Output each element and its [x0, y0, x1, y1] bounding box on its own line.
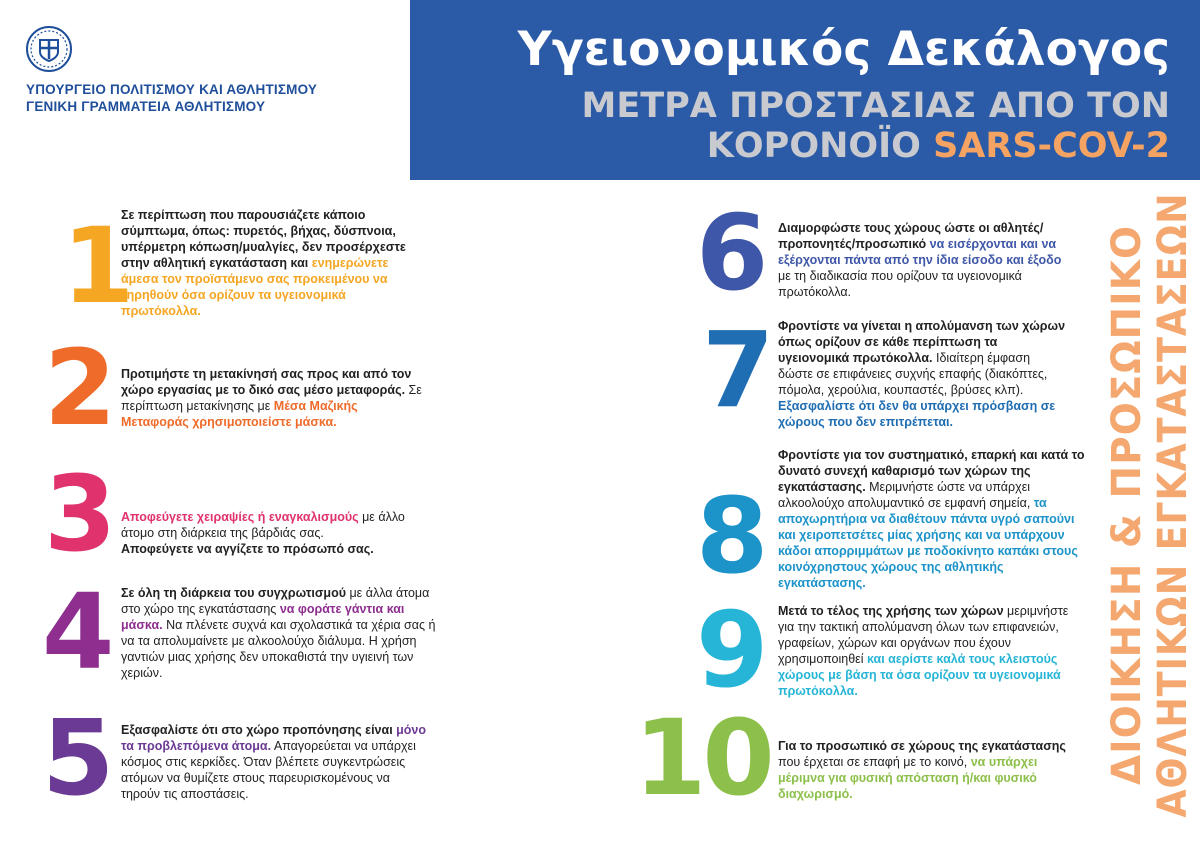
- side-title-line-1: ΔΙΟΙΚΗΣΗ & ΠΡΟΣΩΠΙΚΟ: [1104, 210, 1150, 785]
- rule-10-highlight: να υπάρχει μέριμνα για φυσική απόσταση ή/και φυσικό διαχωρισμό.: [778, 755, 1038, 801]
- rule-6-part-c: με τη διαδικασία που ορίζουν τα υγειονομικά πρωτόκολλα.: [778, 269, 1022, 299]
- rule-text-5: [121, 722, 426, 802]
- header-banner: [410, 0, 1200, 180]
- subtitle-accent: SARS-COV-2: [933, 126, 1170, 166]
- rule-9-highlight: και αερίστε καλά τους κλειστούς χώρους με βάση τα όσα ορίζουν τα υγειονομικά πρωτόκολλα.: [778, 652, 1061, 698]
- rule-number-6: 6: [696, 192, 769, 314]
- rule-8-highlight: τα αποχωρητήρια να διαθέτουν πάντα υγρό σαπούνι και χειροπετσέτες μίας χρήσης και να υπάρχουν κάδοι απορριμμάτων με ποδοκίνητο καπάκι στους κοινόχρηστους χώρους της αθλητικής εγκατάστασης.: [778, 496, 1078, 590]
- rule-6-part-a: Διαμορφώστε τους χώρους ώστε οι αθλητές/προπονητές/προσωπικό: [778, 221, 1044, 251]
- rule-number-5: 5: [42, 697, 115, 819]
- ministry-name: [26, 81, 317, 115]
- rule-text-6: [778, 220, 1068, 300]
- rule-7-part-a: Φροντίστε να γίνεται η απολύμανση των χώρων όπως ορίζουν σε κάθε περίπτωση τα υγειονομικά πρωτόκολλα.: [778, 319, 1066, 365]
- rule-text-8: [778, 447, 1088, 591]
- rule-1-highlight: ενημερώνετε άμεσα τον προϊστάμενο σας προκειμένου να τηρηθούν όσα ορίζουν τα υγειονομικά πρωτόκολλα.: [121, 256, 389, 318]
- rule-9-part-a: Μετά το τέλος της χρήσης των χώρων: [778, 604, 1004, 618]
- rule-3-part-b: με άλλο άτομο στη διάρκεια της βάρδιάς σας.: [121, 510, 405, 540]
- subtitle-line-2: [582, 126, 1170, 166]
- rule-number-8: 8: [696, 475, 769, 597]
- rule-text-10: [778, 738, 1078, 802]
- rule-number-10: 10: [634, 697, 771, 819]
- rule-2-highlight: Μέσα Μαζικής Μεταφοράς χρησιμοποιείστε μάσκα.: [121, 399, 358, 429]
- ministry-line-1: ΥΠΟΥΡΓΕΙΟ ΠΟΛΙΤΙΣΜΟΥ ΚΑΙ ΑΘΛΗΤΙΣΜΟΥ: [26, 82, 318, 97]
- rule-number-4: 4: [42, 571, 115, 693]
- ministry-line-2: ΓΕΝΙΚΗ ΓΡΑΜΜΑΤΕΙΑ ΑΘΛΗΤΙΣΜΟΥ: [26, 99, 266, 114]
- rule-2-part-a: Προτιμήστε τη μετακίνησή σας προς και από τον χώρο εργασίας με το δικό σας μέσο μεταφοράς.: [121, 367, 412, 397]
- rule-number-1: 1: [62, 205, 135, 327]
- rule-7-part-b: Ιδιαίτερη έμφαση δώστε σε επιφάνειες συχνής επαφής (διακόπτες, πόμολα, χερούλια, κουπαστές, βρύσες κλπ).: [778, 351, 1048, 397]
- rule-4-part-b: με άλλα άτομα στο χώρο της εγκατάστασης: [121, 586, 430, 616]
- rule-number-9: 9: [696, 589, 769, 711]
- rule-4-part-d: Να πλένετε συχνά και σχολαστικά τα χέρια σας ή να τα απολυμαίνετε με αλκοολούχο διάλυμα. Η χρήση γαντιών μιας χρήσης δεν υποκαθιστά την υγιεινή των χεριών.: [121, 618, 436, 680]
- rule-text-9: [778, 603, 1078, 699]
- rule-text-4: [121, 585, 446, 681]
- subtitle-line-2-pre: ΚΟΡΟΝΟΪΟ: [706, 126, 934, 166]
- side-title-line-2: ΑΘΛΗΤΙΚΩΝ ΕΓΚΑΤΑΣΤΑΣΕΩΝ: [1150, 180, 1196, 818]
- rule-4-part-a: Σε όλη τη διάρκεια του συγχρωτισμού: [121, 586, 346, 600]
- rule-5-part-c: Απαγορεύεται να υπάρχει κόσμος στις κερκίδες. Όταν βλέπετε συγκεντρώσεις ατόμων να θυμίζετε στους παρευρισκομένους να τηρούν τις αποστάσεις.: [121, 739, 416, 801]
- rule-10-part-b: που έρχεται σε επαφή με το κοινό,: [778, 755, 971, 769]
- rule-8-part-a: Φροντίστε για τον συστηματικό, επαρκή και κατά το δυνατό συνεχή καθαρισμό των χώρων της εγκατάστασης.: [778, 448, 1085, 494]
- rule-3-part-c: Αποφεύγετε να αγγίζετε το πρόσωπό σας.: [121, 542, 374, 556]
- rule-1-part-a: Σε περίπτωση που παρουσιάζετε κάποιο σύμπτωμα, όπως: πυρετός, βήχας, δύσπνοια, υπέρμετρη κόπωση/μυαλγίες, δεν προσέρχεστε στην αθλητική εγκατάσταση και: [121, 208, 406, 270]
- rule-7-highlight: Εξασφαλίστε ότι δεν θα υπάρχει πρόσβαση σε χώρους που δεν επιτρέπεται.: [778, 399, 1056, 429]
- rule-number-2: 2: [44, 327, 117, 449]
- rule-3-highlight: Αποφεύγετε χειραψίες ή εναγκαλισμούς: [121, 510, 359, 524]
- greek-emblem-icon: [24, 24, 74, 74]
- rule-text-2: [121, 366, 426, 430]
- rule-text-7: [778, 318, 1068, 430]
- subtitle-line-1: ΜΕΤΡΑ ΠΡΟΣΤΑΣΙΑΣ ΑΠΟ ΤΟΝ: [581, 86, 1170, 126]
- rule-text-3: [121, 509, 411, 557]
- rule-6-highlight: να εισέρχονται και να εξέρχονται πάντα από την ίδια είσοδο και έξοδο: [778, 237, 1062, 267]
- rule-2-part-b: Σε περίπτωση μετακίνησης με: [121, 383, 422, 413]
- page-subtitle: [582, 86, 1170, 166]
- rule-text-1: [121, 207, 411, 319]
- side-vertical-title: [1100, 180, 1200, 830]
- rule-number-7: 7: [702, 309, 775, 431]
- rule-10-part-a: Για το προσωπικό σε χώρους της εγκατάστασης: [778, 739, 1066, 753]
- rule-5-part-a: Εξασφαλίστε ότι στο χώρο προπόνησης είναι: [121, 723, 397, 737]
- rule-number-3: 3: [44, 453, 117, 575]
- rule-4-highlight: να φοράτε γάντια και μάσκα.: [121, 602, 405, 632]
- page-title: Υγειονομικός Δεκάλογος: [517, 22, 1170, 77]
- rule-5-highlight: μόνο τα προβλεπόμενα άτομα.: [121, 723, 427, 753]
- rule-8-part-b: Μεριμνήστε ώστε να υπάρχει αλκοολούχο απολυμαντικό σε εμφανή σημεία,: [778, 480, 1034, 510]
- rule-9-part-b: μεριμνήστε για την τακτική απολύμανση όλων των επιφανειών, γραφείων, χώρων και οργάνων που έχουν χρησιμοποιηθεί: [778, 604, 1069, 666]
